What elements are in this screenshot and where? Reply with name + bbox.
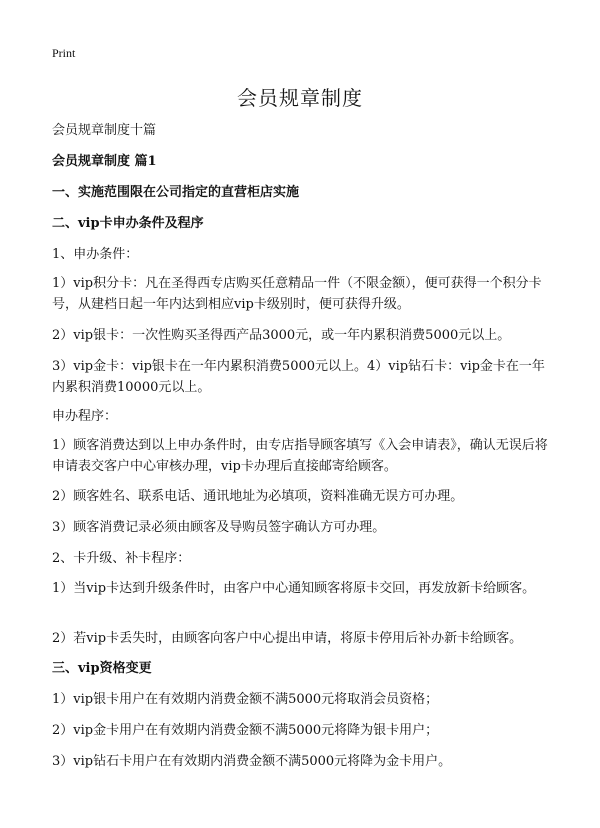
heading-2: 二、vip卡申办条件及程序 [52,216,204,231]
document-title: 会员规章制度 [237,86,363,110]
heading-1: 一、实施范围限在公司指定的直营柜店实施 [52,185,300,200]
condition-3: 3）vip金卡：vip银卡在一年内累积消费5000元以上。4）vip钻石卡：vip金卡在一年内累积消费10000元以上。 [52,359,545,395]
upgrade-1: 1）当vip卡达到升级条件时，由客户中心通知顾客将原卡交回，再发放新卡给顾客。 [52,581,536,596]
procedure-1: 1）顾客消费达到以上申办条件时，由专店指导顾客填写《入会申请表》，确认无误后将申请表交客户中心审核办理，vip卡办理后直接邮寄给顾客。 [52,438,548,474]
item-1-label: 1、申办条件： [52,247,139,262]
change-2: 2）vip金卡用户在有效期内消费金额不满5000元将降为银卡用户； [52,723,439,738]
procedure-label: 申办程序： [52,409,118,424]
change-1: 1）vip银卡用户在有效期内消费金额不满5000元将取消会员资格； [52,692,439,707]
document-subtitle: 会员规章制度十篇 [52,123,157,138]
condition-2: 2）vip银卡：一次性购买圣得西产品3000元，或一年内累积消费5000元以上。 [52,328,511,343]
procedure-3: 3）顾客消费记录必须由顾客及导购员签字确认方可办理。 [52,520,386,535]
upgrade-2: 2）若vip卡丢失时，由顾客向客户中心提出申请，将原卡停用后补办新卡给顾客。 [52,631,523,646]
item-2-label: 2、卡升级、补卡程序： [52,551,191,566]
condition-1: 1）vip积分卡：凡在圣得西专店购买任意精品一件（不限金额），便可获得一个积分卡号，从建档日起一年内达到相应vip卡级别时，便可获得升级。 [52,276,542,312]
procedure-2: 2）顾客姓名、联系电话、通讯地址为必填项，资料准确无误方可办理。 [52,489,464,504]
heading-3: 三、vip资格变更 [52,661,152,676]
change-3: 3）vip钻石卡用户在有效期内消费金额不满5000元将降为金卡用户。 [52,754,452,769]
section-title: 会员规章制度 篇1 [52,154,157,169]
print-label[interactable]: Print [52,46,76,60]
